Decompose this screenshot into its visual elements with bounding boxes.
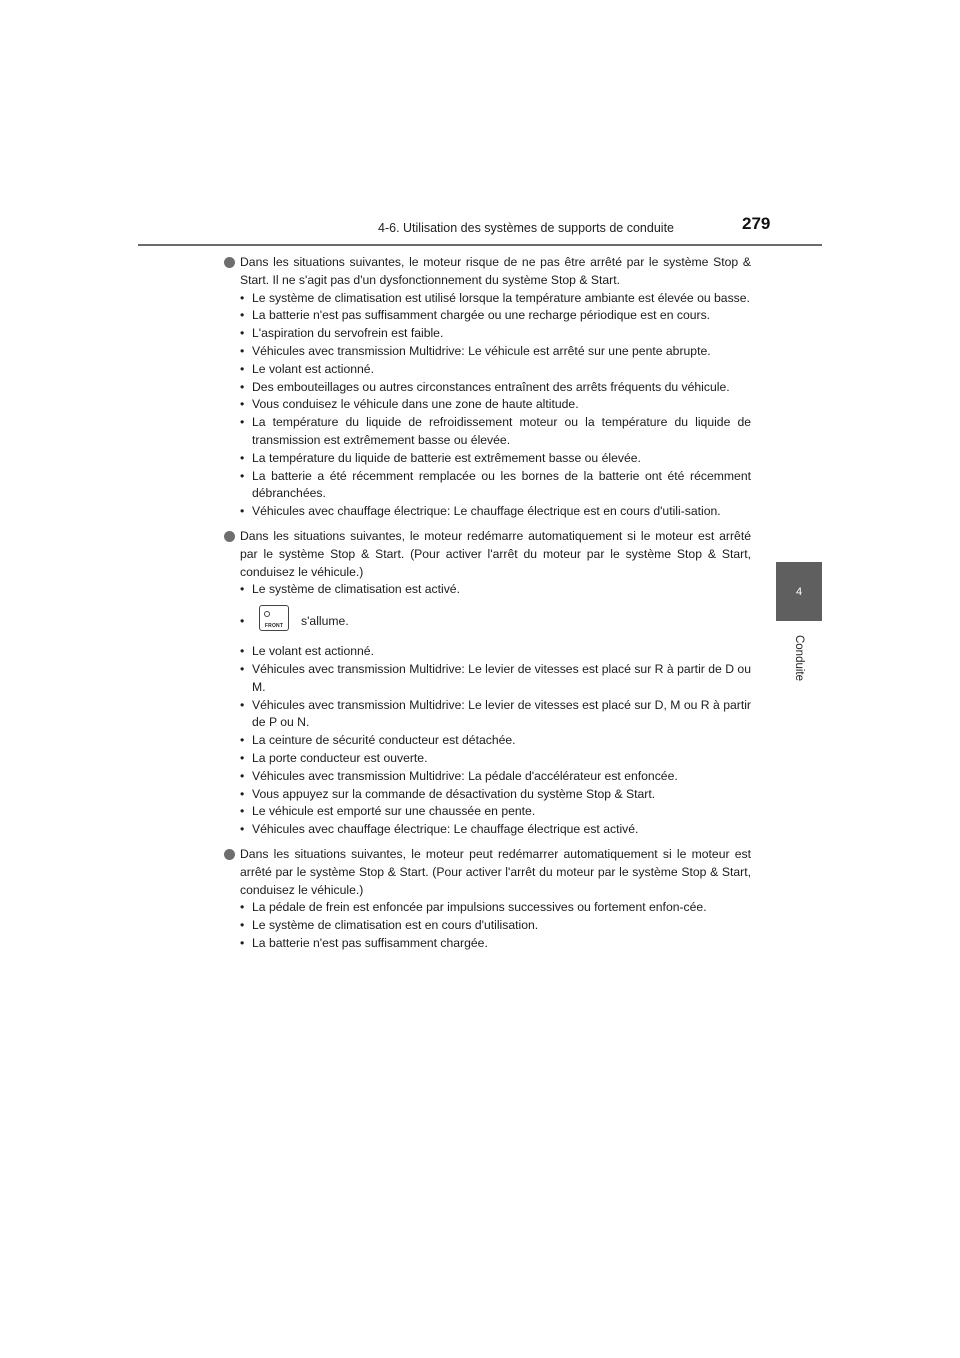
- section-intro: [224, 846, 751, 899]
- list-item: • La batterie n'est pas suffisamment chargée.: [240, 935, 488, 950]
- list-item: • La ceinture de sécurité conducteur est détachée.: [240, 733, 516, 748]
- list-item: • La porte conducteur est ouverte.: [240, 750, 428, 765]
- item-list: [224, 290, 751, 521]
- circle-bullet-icon: [224, 849, 235, 860]
- list-item: • Le système de climatisation est utilisé lorsque la température ambiante est élevée ou basse.: [240, 290, 750, 305]
- section-title: 4-6. Utilisation des systèmes de supports de conduite: [378, 221, 674, 235]
- item-list: [224, 899, 751, 952]
- chapter-label-text: Conduite: [793, 634, 806, 682]
- chapter-label: [781, 632, 817, 684]
- circle-bullet-icon: [224, 531, 235, 542]
- chapter-tab: [776, 562, 822, 621]
- list-item: • Des embouteillages ou autres circonstances entraînent des arrêts fréquents du véhicule.: [240, 379, 730, 394]
- list-item: • Le volant est actionné.: [240, 644, 374, 659]
- front-defogger-indicator-icon: FRONT: [259, 605, 289, 631]
- page-content: [224, 254, 751, 960]
- list-item: • La température du liquide de batterie est extrêmement basse ou élevée.: [240, 450, 641, 465]
- chapter-number: 4: [795, 585, 803, 598]
- list-item: • Le véhicule est emporté sur une chaussée en pente.: [240, 804, 536, 819]
- list-item: • Le système de climatisation est en cours d'utilisation.: [240, 918, 539, 933]
- list-item: • Véhicules avec chauffage électrique: Le chauffage électrique est en cours d'utili-sation.: [240, 504, 721, 519]
- section-intro: [224, 528, 751, 581]
- circle-bullet-icon: [224, 257, 235, 268]
- list-item: • Vous conduisez le véhicule dans une zone de haute altitude.: [240, 397, 579, 412]
- page-number: 279: [742, 214, 771, 233]
- list-item: • Le système de climatisation est activé.: [240, 582, 460, 597]
- section-intro-text: Dans les situations suivantes, le moteur redémarre automatiquement si le moteur est arrêté par le système Stop & Start. (Pour activer l'arrêt du moteur par le système Stop & Start, conduisez le véhicule.): [240, 528, 751, 579]
- list-item: • Véhicules avec chauffage électrique: Le chauffage électrique est activé.: [240, 822, 639, 837]
- section-intro-text: Dans les situations suivantes, le moteur risque de ne pas être arrêté par le système Stop & Start. Il ne s'agit pas d'un dysfonctionnement du système Stop & Start.: [240, 255, 751, 287]
- section-intro-text: Dans les situations suivantes, le moteur peut redémarrer automatiquement si le moteur est arrêté par le système Stop & Start. (Pour activer l'arrêt du moteur par le système Stop & Start, conduisez le véhicule.): [240, 846, 751, 897]
- list-item-with-icon: • FRONT s'allume.: [240, 607, 751, 637]
- list-item: • La pédale de frein est enfoncée par impulsions successives ou fortement enfon-cée.: [240, 900, 707, 915]
- section-intro: [224, 254, 751, 290]
- list-item: • Véhicules avec transmission Multidrive: La pédale d'accélérateur est enfoncée.: [240, 768, 678, 783]
- list-item: • Véhicules avec transmission Multidrive: Le levier de vitesses est placé sur D, M ou R à partir de P ou N.: [240, 697, 751, 730]
- header-divider: [138, 244, 822, 246]
- list-item: • Véhicules avec transmission Multidrive: Le levier de vitesses est placé sur R à partir de D ou M.: [240, 661, 751, 694]
- list-item: • La batterie a été récemment remplacée ou les bornes de la batterie ont été récemment débranchées.: [240, 468, 751, 501]
- list-item: • La batterie n'est pas suffisamment chargée ou une recharge périodique est en cours.: [240, 308, 711, 323]
- list-item: • Vous appuyez sur la commande de désactivation du système Stop & Start.: [240, 786, 656, 801]
- list-item: • Véhicules avec transmission Multidrive: Le véhicule est arrêté sur une pente abrupte.: [240, 343, 711, 358]
- list-item: • La température du liquide de refroidissement moteur ou la température du liquide de transmission est extrêmement basse ou élevée.: [240, 415, 751, 447]
- list-item: • Le volant est actionné.: [240, 361, 374, 376]
- list-item: • L'aspiration du servofrein est faible.: [240, 326, 444, 341]
- item-list: [224, 581, 751, 839]
